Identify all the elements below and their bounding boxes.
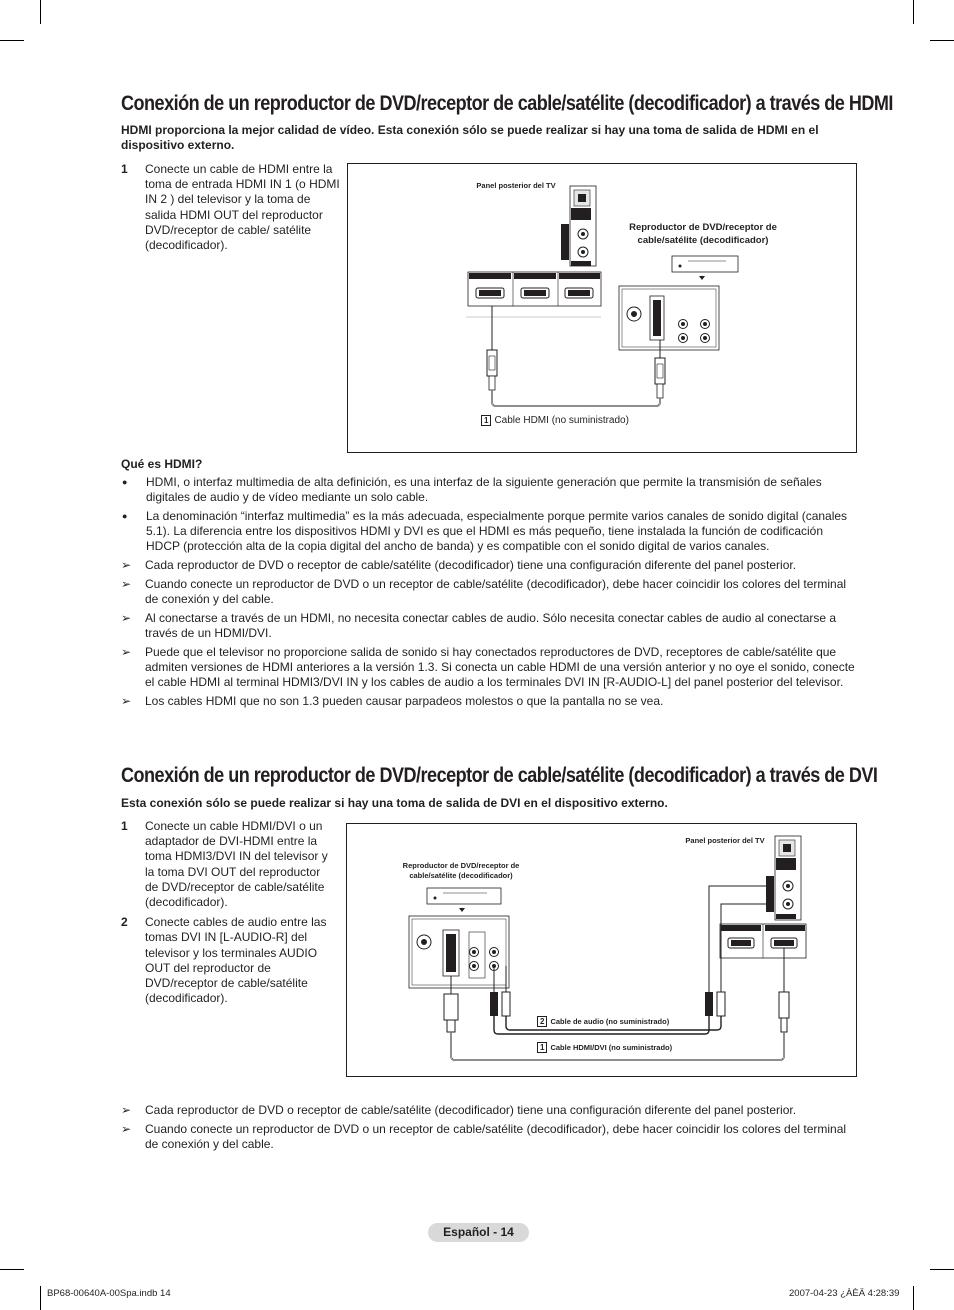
cable-text: Cable de audio (no suministrado) <box>550 1017 670 1026</box>
step-number: 1 <box>121 162 128 176</box>
note-arrow-icon: ➢ <box>121 693 132 708</box>
note-text: Cuando conecte un reproductor de DVD o un receptor de cable/satélite (decodificador), debe hacer coincidir los colores del terminal de conexión y del cable. <box>145 576 847 606</box>
step-number: 2 <box>121 915 128 930</box>
crop-mark <box>40 0 41 24</box>
note-item <box>121 1122 857 1152</box>
step-text: Conecte un cable HDMI/DVI o un adaptador de DVI-HDMI entre la toma HDMI3/DVI IN del televisor y la toma DVI OUT del reproductor de DVD/receptor de cable/satélite (decodificador). <box>145 819 328 910</box>
tv-panel-label: Panel posterior del TV <box>476 181 556 190</box>
bullet-item: ● HDMI, o interfaz multimedia de alta definición, es una interfaz de la siguiente generación que permite la transmisión de señales digitales de audio y de vídeo mediante un solo cable. <box>121 475 857 505</box>
cable-label <box>481 415 629 426</box>
dvi-connection-diagram <box>346 823 857 1077</box>
note-item <box>121 645 857 691</box>
hdmi-dvi-cable-label <box>537 1042 672 1053</box>
device-label: Reproductor de DVD/receptor de cable/satélite (decodificador) <box>629 222 777 246</box>
cable-number: 2 <box>537 1016 547 1027</box>
page-number-badge: Español - 14 <box>428 1223 529 1242</box>
step-text: Conecte cables de audio entre las tomas DVI IN [L-AUDIO-R] del televisor y los terminales AUDIO OUT del reproductor de DVD/receptor de cable/satélite (decodificador). <box>145 915 327 1006</box>
cable-number: 1 <box>481 415 491 426</box>
tv-panel-label: Panel posterior del TV <box>685 836 765 845</box>
note-arrow-icon: ➢ <box>121 610 132 625</box>
hdmi-connection-diagram <box>347 163 857 453</box>
step-item <box>121 819 336 910</box>
note-arrow-icon: ➢ <box>121 576 132 591</box>
step-text: Conecte un cable de HDMI entre la toma de entrada HDMI IN 1 (o HDMI IN 2 ) del televisor y la toma de salida HDMI OUT del reproductor DVD/receptor de cable/ satélite (decodificador). <box>145 162 340 253</box>
crop-mark <box>40 1286 41 1310</box>
note-text: Al conectarse a través de un HDMI, no necesita conectar cables de audio. Sólo necesita conectar cables de audio al conectarse a través de un HDMI/DVI. <box>145 610 837 640</box>
step-item <box>121 915 336 1006</box>
note-item <box>121 558 857 573</box>
note-arrow-icon: ➢ <box>121 1121 132 1136</box>
section-title-dvi: Conexión de un reproductor de DVD/receptor de cable/satélite (decodificador) a través de DVI <box>121 764 878 787</box>
cable-number: 1 <box>537 1042 547 1053</box>
note-text: Cada reproductor de DVD o receptor de cable/satélite (decodificador) tiene una configuración diferente del panel posterior. <box>145 558 797 573</box>
whatis-title: Qué es HDMI? <box>121 457 203 471</box>
cable-text: Cable HDMI (no suministrado) <box>494 415 629 426</box>
note-arrow-icon: ➢ <box>121 1103 132 1117</box>
step-number: 1 <box>121 819 128 833</box>
section-intro-hdmi: HDMI proporciona la mejor calidad de vídeo. Esta conexión sólo se puede realizar si hay una toma de salida de HDMI en el dispositivo externo. <box>121 123 819 152</box>
note-item <box>121 1103 857 1118</box>
bullet-text: La denominación “interfaz multimedia” es la más adecuada, especialmente porque permite varios canales de sonido digital (canales 5.1). La diferencia entre los dispositivos HDMI y DVI es que el HDMI es más pequeño, tiene instalada la función de codificación HDCP (protección alta de la copia digital del ancho de banda) y es compatible con el sonido digital de varios canales. <box>146 508 848 554</box>
bullet-text: HDMI, o interfaz multimedia de alta definición, es una interfaz de la siguiente generación que permite la transmisión de señales digitales de audio y de vídeo mediante un solo cable. <box>146 475 822 505</box>
note-text: Cuando conecte un reproductor de DVD o un receptor de cable/satélite (decodificador), debe hacer coincidir los colores del terminal de conexión y del cable. <box>145 1121 847 1151</box>
steps-hdmi <box>121 162 343 258</box>
note-item <box>121 611 857 641</box>
note-text: Los cables HDMI que no son 1.3 pueden causar parpadeos molestos o que la pantalla no se vea. <box>145 693 664 708</box>
note-arrow-icon: ➢ <box>121 558 132 573</box>
note-text: Puede que el televisor no proporcione salida de sonido si hay conectados reproductores de DVD, receptores de cable/satélite que admiten versiones de HDMI anteriores a la versión 1.3. Si conecta un cable HDMI de una versión anterior y no oye el sonido, conecte el cable HDMI al terminal HDMI3/DVI IN y los cables de audio a los terminales DVI IN [R-AUDIO-L] del panel posterior del televisor. <box>145 644 855 689</box>
dvi-notes <box>121 1103 857 1156</box>
section-intro-dvi: Esta conexión sólo se puede realizar si hay una toma de salida de DVI en el dispositivo externo. <box>121 796 668 810</box>
crop-mark <box>930 40 954 41</box>
crop-mark <box>930 1269 954 1270</box>
crop-mark <box>913 0 914 24</box>
hdmi-diagram-illustration <box>348 164 856 452</box>
note-item <box>121 694 857 709</box>
footer-timestamp: 2007-04-23 ¿ÀÈÄ 4:28:39 <box>789 1288 900 1299</box>
whatis-list <box>121 475 857 712</box>
audio-cable-label <box>537 1016 669 1027</box>
note-text: Cada reproductor de DVD o receptor de cable/satélite (decodificador) tiene una configuración diferente del panel posterior. <box>145 1103 797 1117</box>
crop-mark <box>0 40 24 41</box>
step-item <box>121 162 343 253</box>
note-arrow-icon: ➢ <box>121 644 132 659</box>
steps-dvi <box>121 819 336 1011</box>
note-item <box>121 577 857 607</box>
cable-text: Cable HDMI/DVI (no suministrado) <box>550 1043 673 1052</box>
device-label: Reproductor de DVD/receptor de cable/satélite (decodificador) <box>402 861 520 880</box>
crop-mark <box>0 1269 24 1270</box>
footer-filename: BP68-00640A-00Spa.indb 14 <box>47 1288 171 1299</box>
section-title-hdmi: Conexión de un reproductor de DVD/receptor de cable/satélite (decodificador) a través de HDMI <box>121 92 893 115</box>
crop-mark <box>913 1286 914 1310</box>
bullet-item: ● La denominación “interfaz multimedia” es la más adecuada, especialmente porque permite varios canales de sonido digital (canales 5.1). La diferencia entre los dispositivos HDMI y DVI es que el HDMI es más pequeño, tiene instalada la función de codificación HDCP (protección alta de la copia digital del ancho de banda) y es compatible con el sonido digital de varios canales. <box>121 509 857 555</box>
